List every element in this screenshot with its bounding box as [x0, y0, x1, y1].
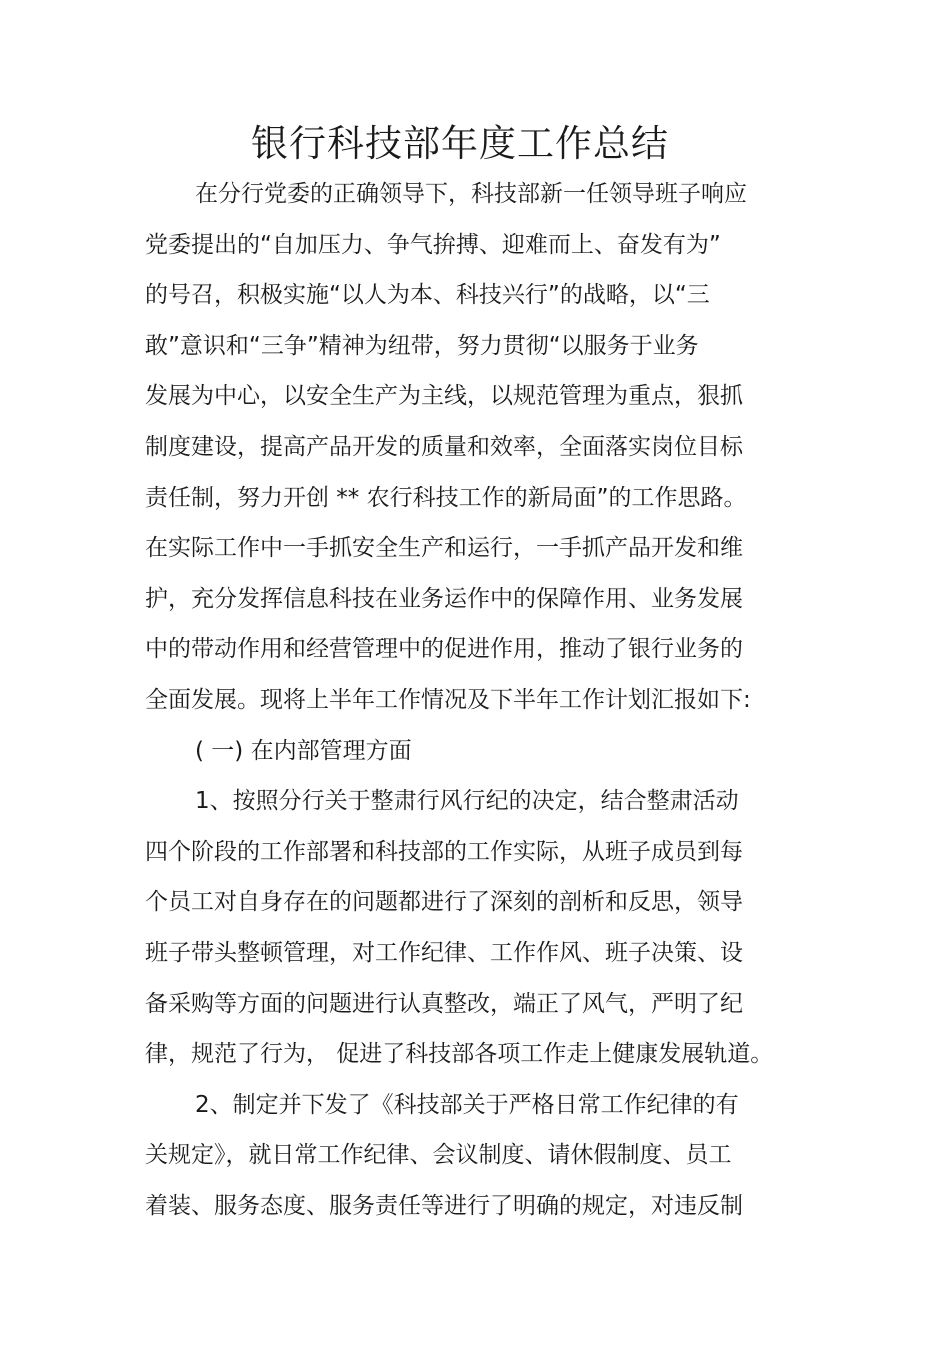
paragraph-line: 护，充分发挥信息科技在业务运作中的保障作用、业务发展 — [145, 585, 743, 612]
paragraph-line: 在分行党委的正确领导下，科技部新一任领导班子响应 — [195, 181, 747, 207]
paragraph-line: 律，规范了行为， 促进了科技部各项工作走上健康发展轨道。 — [145, 1041, 774, 1068]
paragraph-line: 全面发展。现将上半年工作情况及下半年工作计划汇报如下: — [145, 686, 751, 713]
paragraph-line: 个员工对自身存在的问题都进行了深刻的剖析和反思，领导 — [145, 889, 743, 916]
paragraph-line: 敢”意识和“三争”精神为纽带，努力贯彻“以服务于业务 — [145, 332, 699, 359]
paragraph-line: 在实际工作中一手抓安全生产和运行，一手抓产品开发和维 — [145, 535, 743, 562]
paragraph-line: 备采购等方面的问题进行认真整改，端正了风气，严明了纪 — [145, 990, 743, 1017]
paragraph-line: 关规定》，就日常工作纪律、会议制度、请休假制度、员工 — [145, 1142, 732, 1169]
paragraph-line: 责任制，努力开创 ** 农行科技工作的新局面”的工作思路。 — [145, 484, 747, 511]
document-title: 银行科技部年度工作总结 — [251, 122, 669, 165]
paragraph-line: 制度建设，提高产品开发的质量和效率，全面落实岗位目标 — [145, 433, 743, 460]
section-heading: ( 一) 在内部管理方面 — [195, 737, 412, 764]
paragraph-line: 的号召，积极实施“以人为本、科技兴行”的战略，以“三 — [145, 282, 710, 309]
paragraph-line: 2、制定并下发了《科技部关于严格日常工作纪律的有 — [195, 1091, 739, 1118]
paragraph-line: 1、按照分行关于整肃行风行纪的决定，结合整肃活动 — [195, 788, 739, 815]
paragraph-line: 党委提出的“自加压力、争气拚搏、迎难而上、奋发有为” — [145, 231, 721, 258]
paragraph-line: 着装、服务态度、服务责任等进行了明确的规定，对违反制 — [145, 1192, 743, 1219]
paragraph-line: 发展为中心，以安全生产为主线，以规范管理为重点，狠抓 — [145, 383, 743, 410]
paragraph-line: 中的带动作用和经营管理中的促进作用，推动了银行业务的 — [145, 636, 743, 663]
paragraph-line: 四个阶段的工作部署和科技部的工作实际，从班子成员到每 — [145, 838, 743, 865]
paragraph-line: 班子带头整顿管理，对工作纪律、工作作风、班子决策、设 — [145, 939, 743, 966]
document-body — [145, 169, 774, 1231]
